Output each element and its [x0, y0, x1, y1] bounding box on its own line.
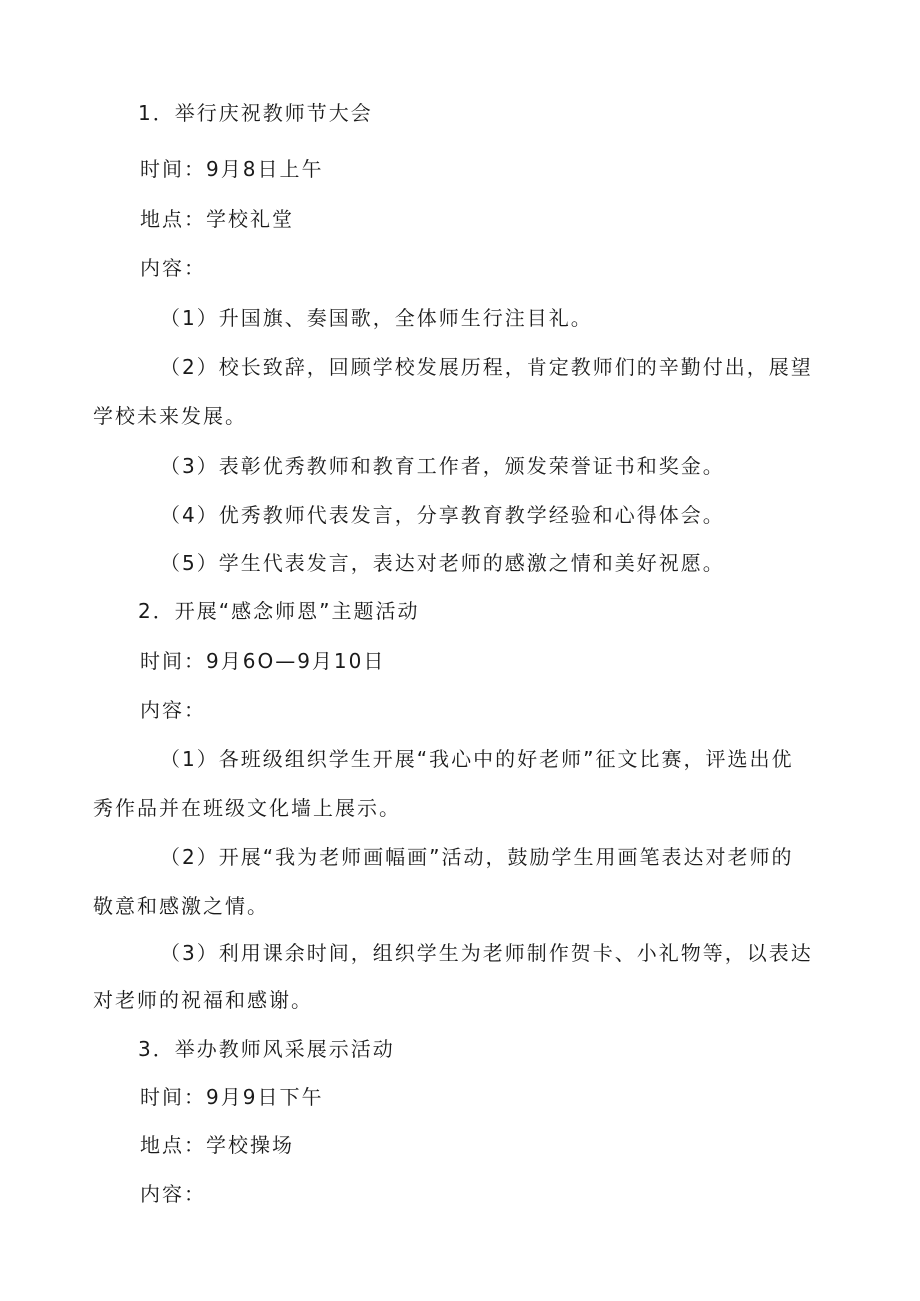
section-1-item-1: （1）升国旗、奏国歌，全体师生行注目礼。 [160, 306, 593, 330]
section-1-time: 时间：9月8日上午 [140, 157, 324, 181]
section-2-item-3: （3）利用课余时间，组织学生为老师制作贺卡、小礼物等，以表达 [160, 941, 813, 965]
section-1-place: 地点：学校礼堂 [140, 207, 294, 231]
section-1-content-label: 内容： [140, 256, 206, 280]
section-3-content-label: 内容： [140, 1182, 206, 1206]
section-1-item-3: （3）表彰优秀教师和教育工作者，颁发荣誉证书和奖金。 [160, 454, 725, 478]
section-2-item-2-continued: 敬意和感激之情。 [93, 894, 269, 918]
section-1-heading: 1．举行庆祝教师节大会 [138, 101, 373, 125]
section-2-item-1: （1）各班级组织学生开展“我心中的好老师”征文比赛，评选出优 [160, 747, 794, 771]
section-1-item-2: （2）校长致辞，回顾学校发展历程，肯定教师们的辛勤付出，展望 [160, 355, 813, 379]
section-2-item-1-continued: 秀作品并在班级文化墙上展示。 [93, 796, 401, 820]
section-3-place: 地点：学校操场 [140, 1133, 294, 1157]
section-1-item-2-continued: 学校未来发展。 [93, 404, 247, 428]
section-3-time: 时间：9月9日下午 [140, 1085, 324, 1109]
section-1-item-5: （5）学生代表发言，表达对老师的感激之情和美好祝愿。 [160, 551, 725, 575]
section-2-item-3-continued: 对老师的祝福和感谢。 [93, 988, 313, 1012]
section-2-time: 时间：9月6O—9月10日 [140, 649, 386, 673]
section-2-heading: 2．开展“感念师恩”主题活动 [138, 599, 420, 623]
section-3-heading: 3．举办教师风采展示活动 [138, 1037, 395, 1061]
section-2-content-label: 内容： [140, 698, 206, 722]
section-2-item-2: （2）开展“我为老师画幅画”活动，鼓励学生用画笔表达对老师的 [160, 845, 794, 869]
section-1-item-4: （4）优秀教师代表发言，分享教育教学经验和心得体会。 [160, 503, 725, 527]
